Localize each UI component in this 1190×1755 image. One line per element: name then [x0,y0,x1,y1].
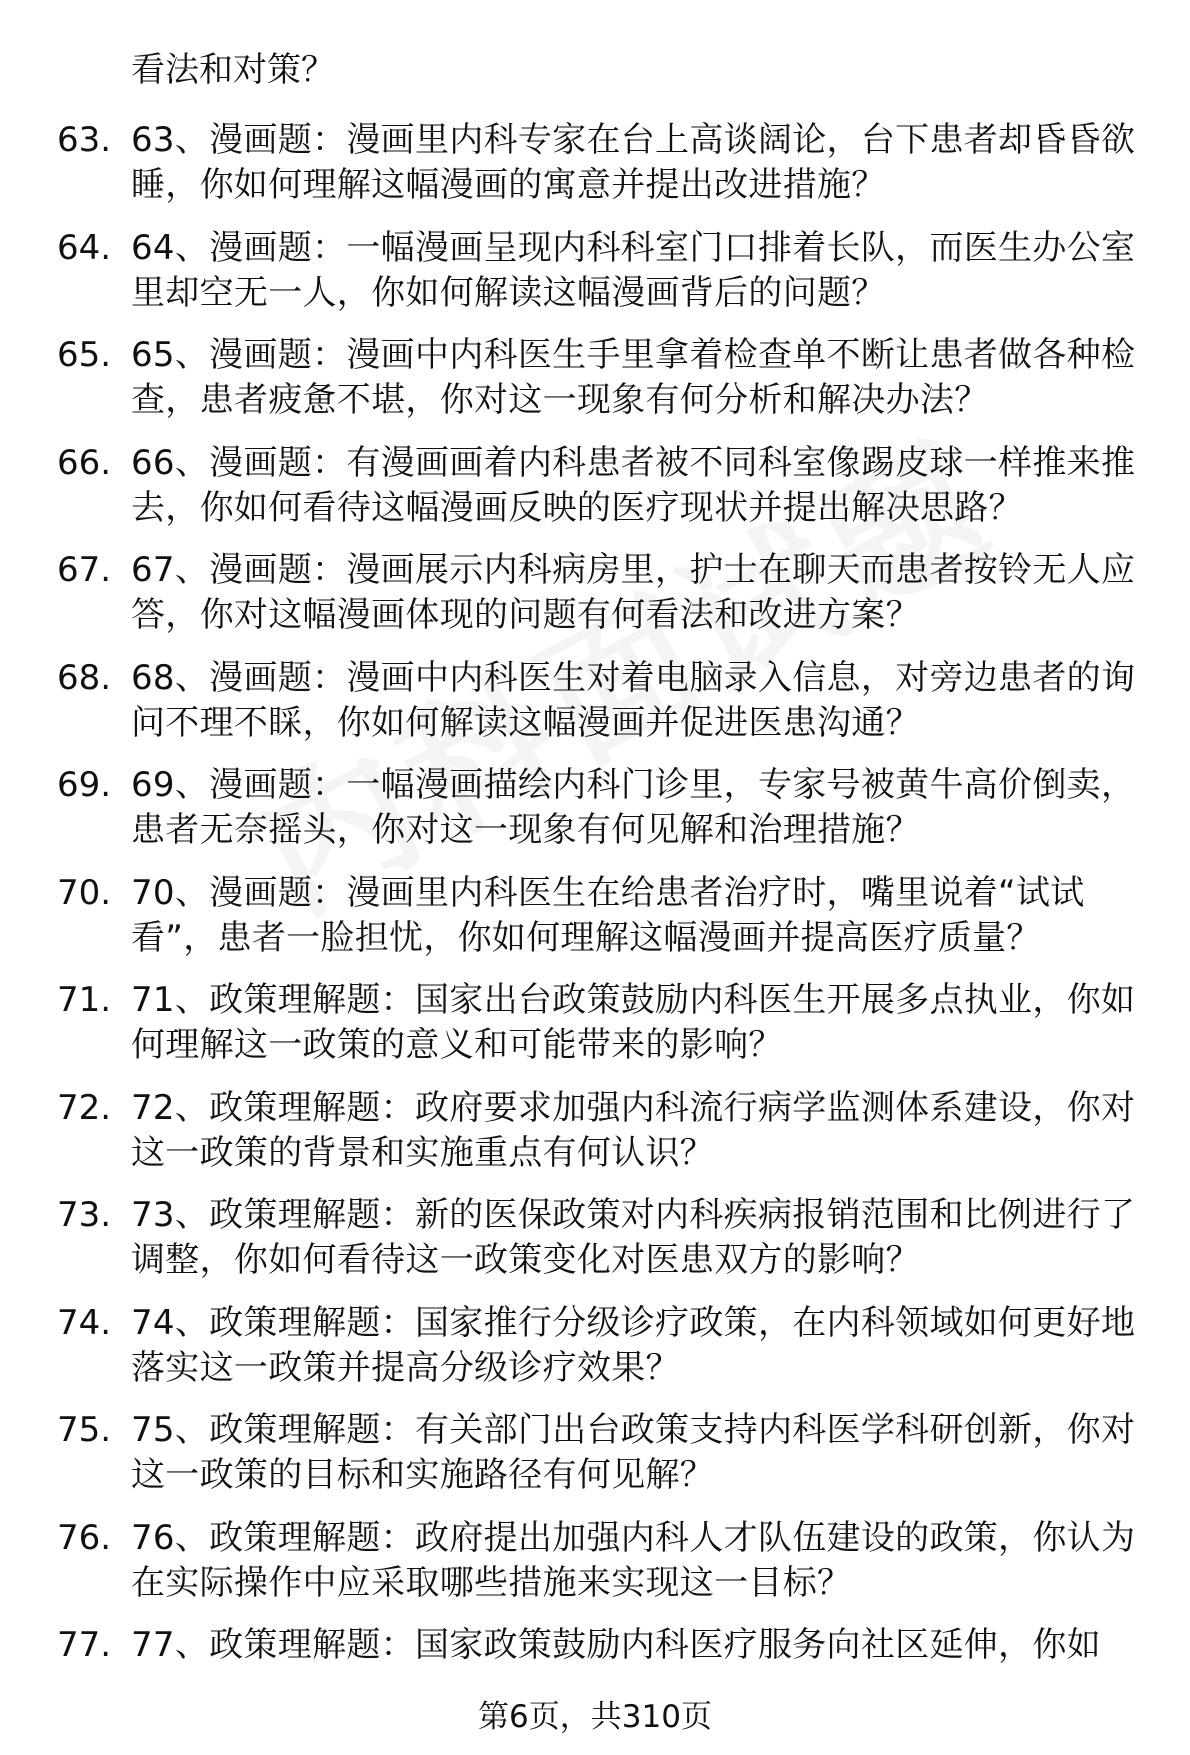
item-text: 77、政策理解题：国家政策鼓励内科医疗服务向社区延伸，你如 [131,1625,1101,1665]
item-text: 70、漫画题：漫画里内科医生在给患者治疗时，嘴里说着“试试看”，患者一脸担忧，你如何理解这幅漫画并提高医疗质量？ [131,872,1085,958]
question-list [0,118,1190,1731]
list-item [0,118,1190,226]
page-footer: 第6页，共310页 [478,1699,712,1735]
list-item [0,333,1190,441]
item-number: 76. [57,1517,112,1558]
list-item [0,763,1190,871]
item-text: 74、政策理解题：国家推行分级诊疗政策，在内科领域如何更好地落实这一政策并提高分级诊疗效果？ [131,1302,1136,1388]
item-text: 76、政策理解题：政府提出加强内科人才队伍建设的政策，你认为在实际操作中应采取哪些措施来实现这一目标？ [131,1517,1136,1603]
list-item [0,441,1190,549]
item-number: 63. [57,120,112,160]
item-number: 77. [57,1625,112,1665]
continuation-text: 看法和对策？ [131,50,335,90]
item-text: 75、政策理解题：有关部门出台政策支持内科医学科研创新，你对这一政策的目标和实施路径有何见解？ [131,1410,1136,1495]
list-item [0,871,1190,979]
item-number: 66. [57,442,112,483]
item-number: 69. [57,765,112,805]
list-item [0,1301,1190,1409]
item-text: 66、漫画题：有漫画画着内科患者被不同科室像踢皮球一样推来推去，你如何看待这幅漫画反映的医疗现状并提出解决思路？ [131,442,1136,528]
list-item [0,978,1190,1086]
item-text: 64、漫画题：一幅漫画呈现内科科室门口排着长队，而医生办公室里却空无一人，你如何解读这幅漫画背后的问题？ [131,227,1136,313]
item-number: 70. [57,872,112,913]
item-number: 73. [57,1195,112,1235]
item-number: 67. [57,550,112,590]
list-item [0,1193,1190,1301]
item-text: 71、政策理解题：国家出台政策鼓励内科医生开展多点执业，你如何理解这一政策的意义和可能带来的影响？ [131,980,1136,1065]
list-item [0,548,1190,656]
list-item [0,1086,1190,1194]
item-text: 69、漫画题：一幅漫画描绘内科门诊里，专家号被黄牛高价倒卖，患者无奈摇头，你对这一现象有何见解和治理措施？ [131,765,1136,850]
item-text: 65、漫画题：漫画中内科医生手里拿着检查单不断让患者做各种检查，患者疲惫不堪，你对这一现象有何分析和解决办法？ [131,335,1136,420]
item-text: 63、漫画题：漫画里内科专家在台上高谈阔论，台下患者却昏昏欲睡，你如何理解这幅漫画的寓意并提出改进措施？ [131,120,1136,205]
item-number: 64. [57,227,112,268]
list-item [0,656,1190,764]
item-text: 68、漫画题：漫画中内科医生对着电脑录入信息，对旁边患者的询问不理不睬，你如何解读这幅漫画并促进医患沟通？ [131,657,1136,743]
item-text: 73、政策理解题：新的医保政策对内科疾病报销范围和比例进行了调整，你如何看待这一政策变化对医患双方的影响？ [131,1195,1136,1280]
item-number: 68. [57,657,112,698]
item-text: 67、漫画题：漫画展示内科病房里，护士在聊天而患者按铃无人应答，你对这幅漫画体现的问题有何看法和改进方案？ [131,550,1136,635]
item-number: 65. [57,335,112,375]
item-text: 72、政策理解题：政府要求加强内科流行病学监测体系建设，你对这一政策的背景和实施重点有何认识？ [131,1087,1136,1173]
item-number: 75. [57,1410,112,1450]
item-number: 72. [57,1087,112,1128]
item-number: 71. [57,980,112,1020]
list-item [0,1516,1190,1624]
list-item [0,226,1190,334]
list-item [0,1408,1190,1516]
item-number: 74. [57,1302,112,1343]
